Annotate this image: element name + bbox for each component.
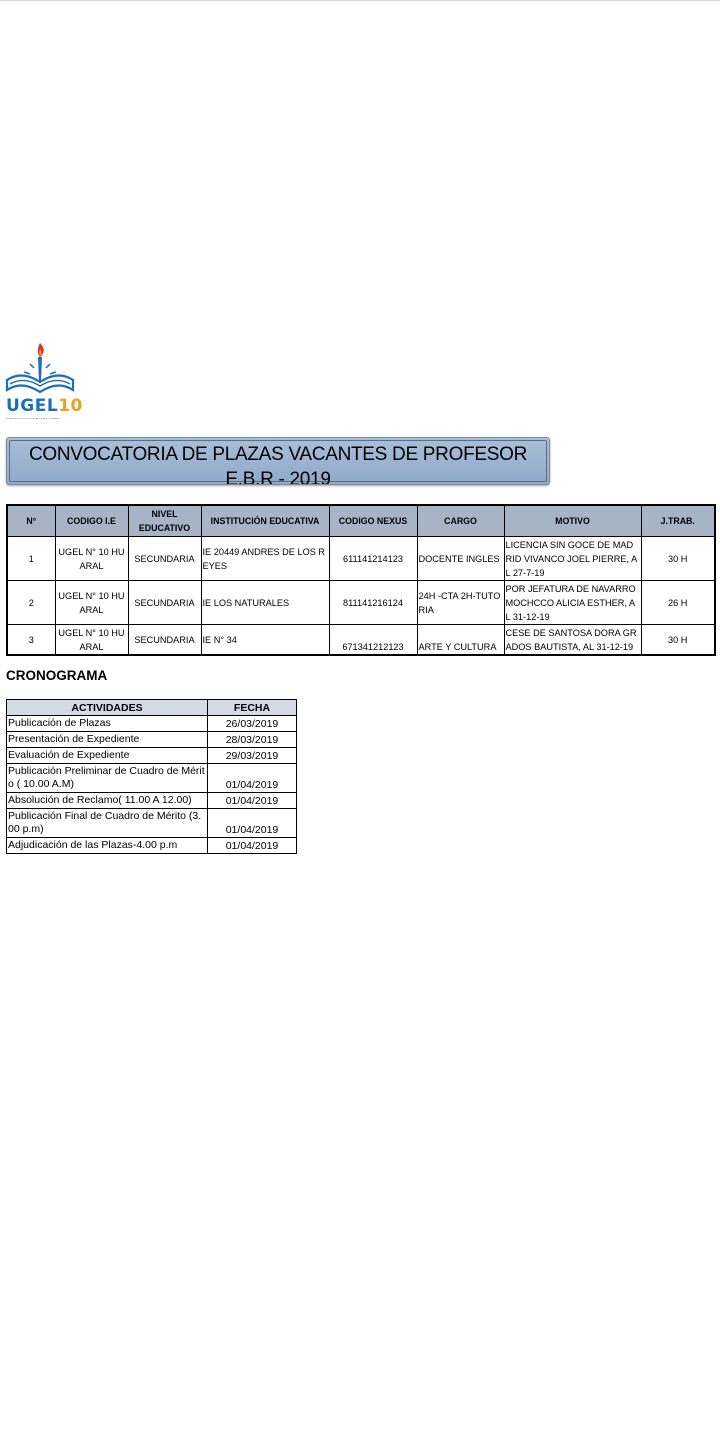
column-header: CARGO xyxy=(417,505,504,537)
cell-institucion: IE LOS NATURALES xyxy=(201,581,329,625)
cell-actividad: Presentación de Expediente xyxy=(7,732,208,748)
column-header: CODIGO I.E xyxy=(55,505,128,537)
cell-fecha: 28/03/2019 xyxy=(208,732,297,748)
cell-actividad: Absolución de Reclamo( 11.00 A 12.00) xyxy=(7,793,208,809)
cell-actividad: Evaluación de Expediente xyxy=(7,748,208,764)
cell-jornada: 30 H xyxy=(641,625,715,656)
table-row xyxy=(7,809,297,838)
table-row xyxy=(7,748,297,764)
cell-codigo-ie: UGEL N° 10 HUARAL xyxy=(55,537,128,581)
cell-fecha: 01/04/2019 xyxy=(208,838,297,854)
cell-number: 2 xyxy=(7,581,55,625)
cell-fecha: 01/04/2019 xyxy=(208,764,297,793)
cell-fecha: 26/03/2019 xyxy=(208,716,297,732)
cell-motivo: CESE DE SANTOSA DORA GRADOS BAUTISTA, AL 31-12-19 xyxy=(504,625,641,656)
cell-cargo: DOCENTE INGLES xyxy=(417,537,504,581)
logo-subtitle: UNIDAD DE GESTIÓN EDUCATIVA LOCAL N° 10 HUARAL xyxy=(6,418,60,420)
cell-institucion: IE 20449 ANDRES DE LOS REYES xyxy=(201,537,329,581)
cell-nivel: SECUNDARIA xyxy=(128,537,201,581)
column-header: J.TRAB. xyxy=(641,505,715,537)
open-book-torch-icon xyxy=(4,340,78,398)
ugel-logo xyxy=(4,340,83,422)
cell-nivel: SECUNDARIA xyxy=(128,625,201,656)
top-divider xyxy=(0,0,720,1)
column-header: N° xyxy=(7,505,55,537)
cell-cargo: ARTE Y CULTURA xyxy=(417,625,504,656)
cell-jornada: 26 H xyxy=(641,581,715,625)
table-header-row xyxy=(7,700,297,716)
document-title: CONVOCATORIA DE PLAZAS VACANTES DE PROFESOR E.B.R - 2019 xyxy=(28,444,528,485)
cell-motivo: POR JEFATURA DE NAVARRO MOCHCCO ALICIA ESTHER, AL 31-12-19 xyxy=(504,581,641,625)
table-row xyxy=(7,732,297,748)
column-header-fecha: FECHA xyxy=(208,700,297,716)
table-header-row xyxy=(7,505,715,537)
column-header: INSTITUCIÓN EDUCATIVA xyxy=(201,505,329,537)
title-banner xyxy=(6,437,550,485)
cronograma-table xyxy=(6,699,297,854)
cell-codigo-ie: UGEL N° 10 HUARAL xyxy=(55,581,128,625)
column-header-actividades: ACTIVIDADES xyxy=(7,700,208,716)
cell-actividad: Publicación Final de Cuadro de Mérito (3.00 p.m) xyxy=(7,809,208,838)
table-row xyxy=(7,838,297,854)
cell-fecha: 29/03/2019 xyxy=(208,748,297,764)
cell-motivo: LICENCIA SIN GOCE DE MADRID VIVANCO JOEL PIERRE, AL 27-7-19 xyxy=(504,537,641,581)
column-header: MOTIVO xyxy=(504,505,641,537)
cell-jornada: 30 H xyxy=(641,537,715,581)
cell-number: 1 xyxy=(7,537,55,581)
cell-actividad: Publicación de Plazas xyxy=(7,716,208,732)
cell-nexus: 811141216124 xyxy=(329,581,417,625)
cell-nexus: 611141214123 xyxy=(329,537,417,581)
table-row xyxy=(7,764,297,793)
cell-fecha: 01/04/2019 xyxy=(208,793,297,809)
cell-codigo-ie: UGEL N° 10 HUARAL xyxy=(55,625,128,656)
cell-institucion: IE N° 34 xyxy=(201,625,329,656)
cronograma-title: CRONOGRAMA xyxy=(6,668,108,683)
cell-actividad: Publicación Preliminar de Cuadro de Mérito ( 10.00 A.M) xyxy=(7,764,208,793)
cell-nexus: 671341212123 xyxy=(329,625,417,656)
cell-nivel: SECUNDARIA xyxy=(128,581,201,625)
cell-actividad: Adjudicación de las Plazas-4.00 p.m xyxy=(7,838,208,854)
cell-cargo: 24H -CTA 2H-TUTORIA xyxy=(417,581,504,625)
table-row xyxy=(7,537,715,581)
logo-wordmark: UGEL10 xyxy=(6,396,83,416)
table-row xyxy=(7,581,715,625)
table-row xyxy=(7,793,297,809)
vacancies-table xyxy=(6,504,716,656)
table-row xyxy=(7,625,715,656)
cell-number: 3 xyxy=(7,625,55,656)
column-header: NIVEL EDUCATIVO xyxy=(128,505,201,537)
table-row xyxy=(7,716,297,732)
column-header: CODIGO NEXUS xyxy=(329,505,417,537)
cell-fecha: 01/04/2019 xyxy=(208,809,297,838)
